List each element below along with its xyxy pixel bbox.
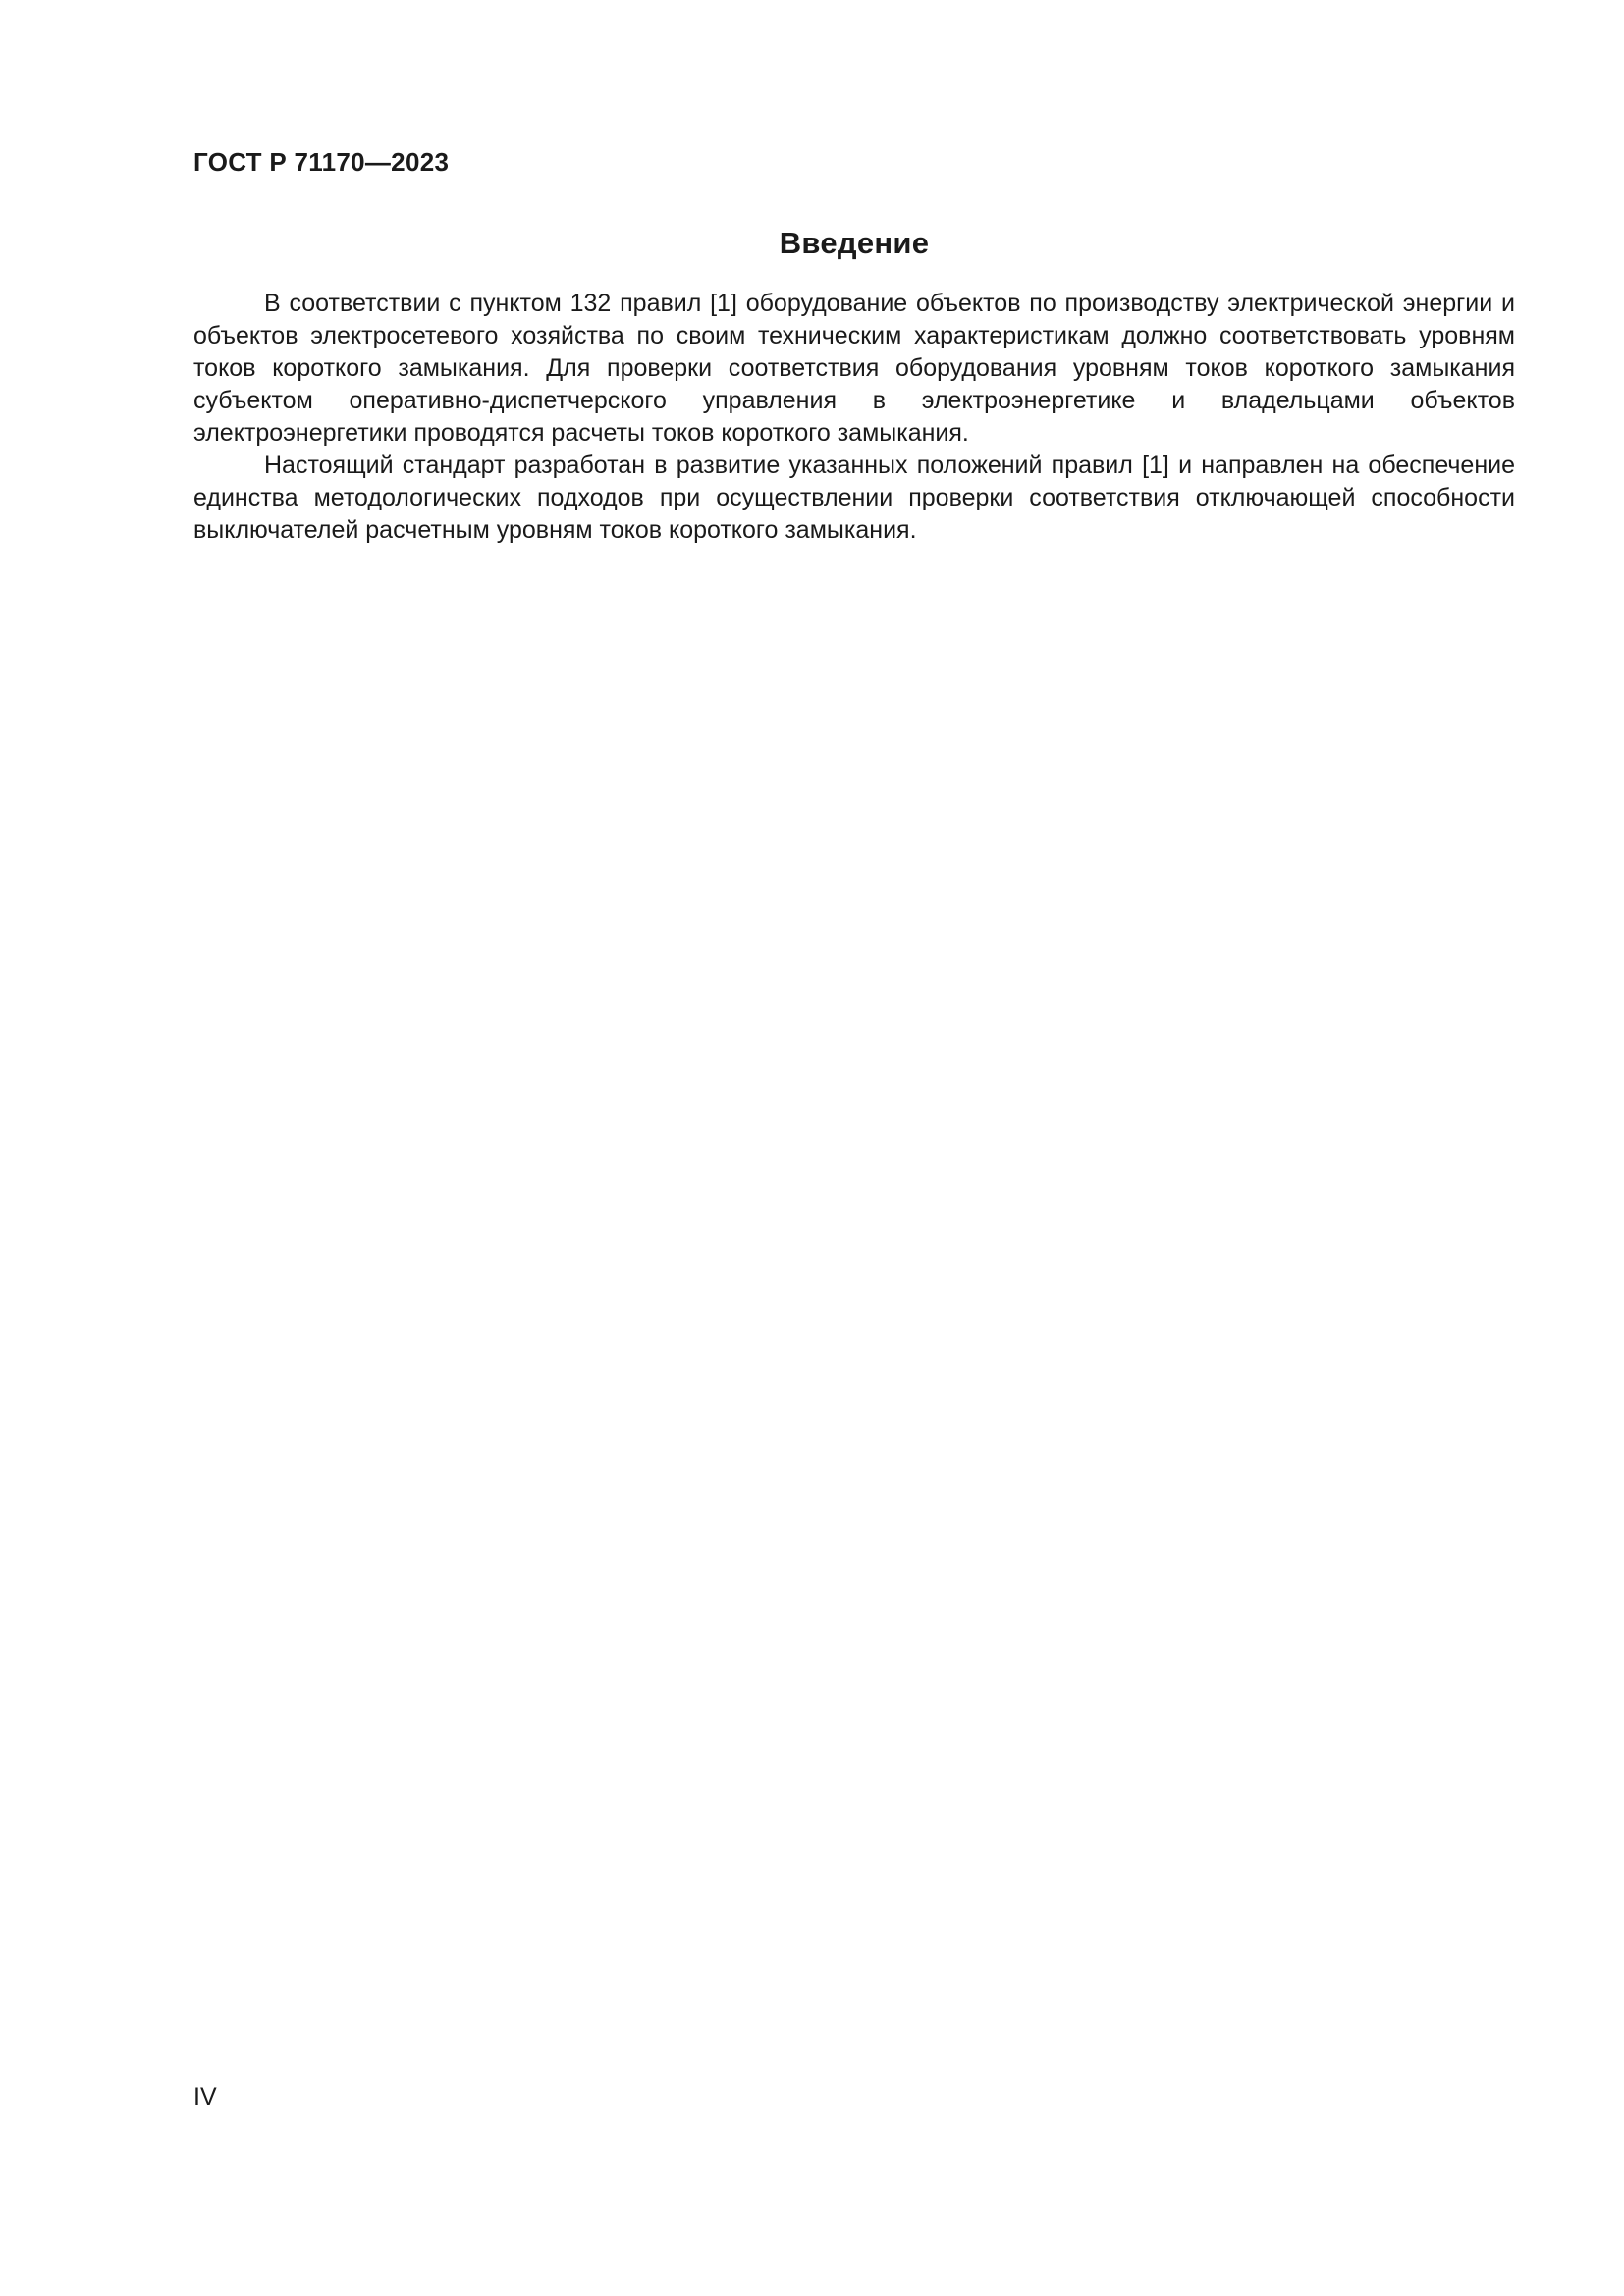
paragraph-1: В соответствии с пунктом 132 правил [1] оборудование объектов по производству электрической энергии и объектов электросетевого хозяйства по своим техническим характеристикам должно соответствовать уровням токов короткого замыкания. Для проверки соответствия оборудования уровням токов короткого замыкания субъектом оперативно-диспетчерского управления в электроэнергетике и владельцами объектов электроэнергетики проводятся расчеты токов короткого замыкания. — [193, 290, 1515, 447]
document-code: ГОСТ Р 71170—2023 — [193, 147, 450, 177]
introduction-text — [193, 288, 1515, 547]
page-number: IV — [193, 2083, 217, 2110]
paragraph-2: Настоящий стандарт разработан в развитие указанных положений правил [1] и направлен на обеспечение единства методологических подходов при осуществлении проверки соответствия отключающей способности выключателей расчетным уровням токов короткого замыкания. — [193, 452, 1515, 544]
section-title: Введение — [779, 226, 930, 260]
